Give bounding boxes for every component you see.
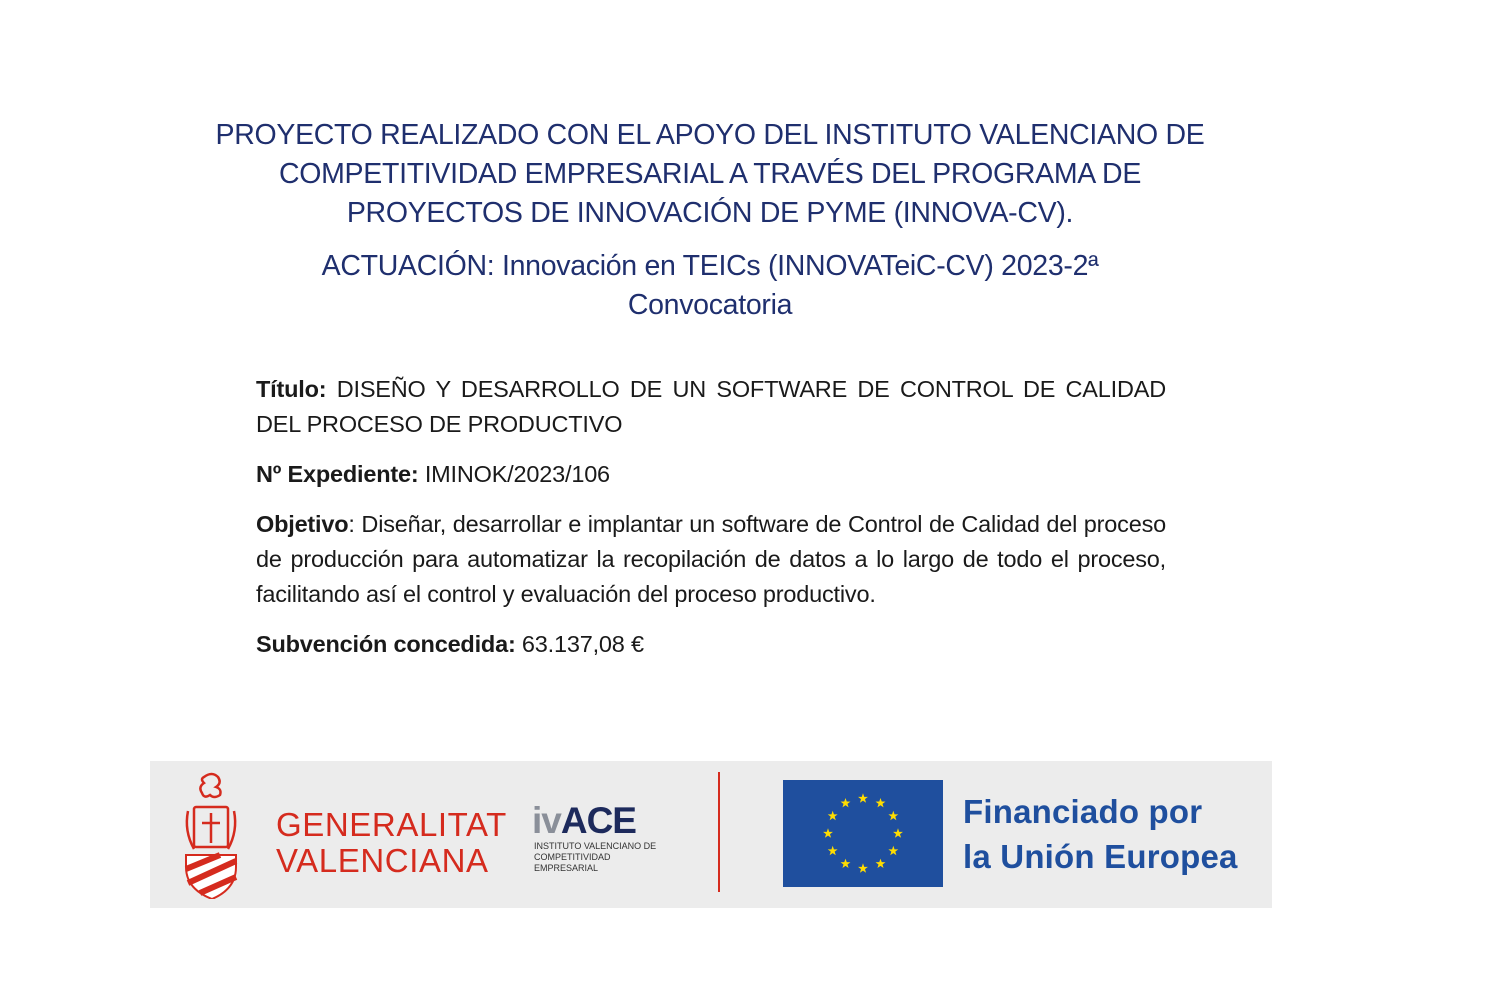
eu-flag-icon [783, 780, 943, 887]
actuacion-line-1: ACTUACIÓN: Innovación en TEICs (INNOVATeiC-CV) 2023-2ª [321, 250, 1099, 282]
eu-funding-text [963, 789, 1238, 879]
ivace-sub-line-2: COMPETITIVIDAD EMPRESARIAL [534, 852, 611, 873]
expediente-paragraph [256, 457, 1166, 492]
ivace-wordmark-ace: ACE [560, 800, 636, 841]
expediente-value: IMINOK/2023/106 [424, 461, 610, 487]
titulo-value: DISEÑO Y DESARROLLO DE UN SOFTWARE DE CONTROL DE CALIDAD DEL PROCESO DE PRODUCTIVO [256, 376, 1166, 437]
gv-line-1: GENERALITAT [276, 806, 507, 843]
generalitat-valenciana-wordmark [276, 807, 507, 879]
generalitat-valenciana-logo [182, 771, 507, 899]
header-line-1: PROYECTO REALIZADO CON EL APOYO DEL INSTITUTO VALENCIANO DE [215, 119, 1205, 151]
objetivo-value: : Diseñar, desarrollar e implantar un software de Control de Calidad del proceso de producción para automatizar la recopilación de datos a lo largo de todo el proceso, facilitando así el control y evaluación del proceso productivo. [256, 511, 1166, 607]
titulo-label: Título: [256, 376, 327, 402]
expediente-label: Nº Expediente: [256, 461, 419, 487]
subvencion-paragraph [256, 627, 1166, 662]
project-details [256, 372, 1166, 677]
ivace-wordmark [532, 801, 636, 841]
subvencion-label: Subvención concedida: [256, 631, 516, 657]
header-line-3: PROYECTOS DE INNOVACIÓN DE PYME (INNOVA-CV). [346, 197, 1074, 229]
gv-line-2: VALENCIANA [276, 842, 489, 879]
objetivo-label: Objetivo [256, 511, 349, 537]
objetivo-paragraph [256, 507, 1166, 612]
generalitat-coat-of-arms-icon [182, 771, 252, 899]
header-block [160, 116, 1260, 325]
logo-divider [718, 772, 720, 892]
ivace-wordmark-iv: iv [532, 800, 561, 841]
actuacion-line-2: Convocatoria [627, 289, 793, 321]
eu-line-2: la Unión Europea [963, 838, 1238, 875]
funding-logos-band [150, 761, 1272, 908]
ivace-subtitle [534, 841, 674, 874]
eu-line-1: Financiado por [963, 793, 1203, 830]
ivace-sub-line-1: INSTITUTO VALENCIANO DE [534, 841, 657, 851]
ivace-logo [532, 801, 672, 871]
subvencion-value: 63.137,08 € [521, 631, 644, 657]
header-line-2: COMPETITIVIDAD EMPRESARIAL A TRAVÉS DEL PROGRAMA DE [278, 158, 1142, 190]
titulo-paragraph [256, 372, 1166, 442]
